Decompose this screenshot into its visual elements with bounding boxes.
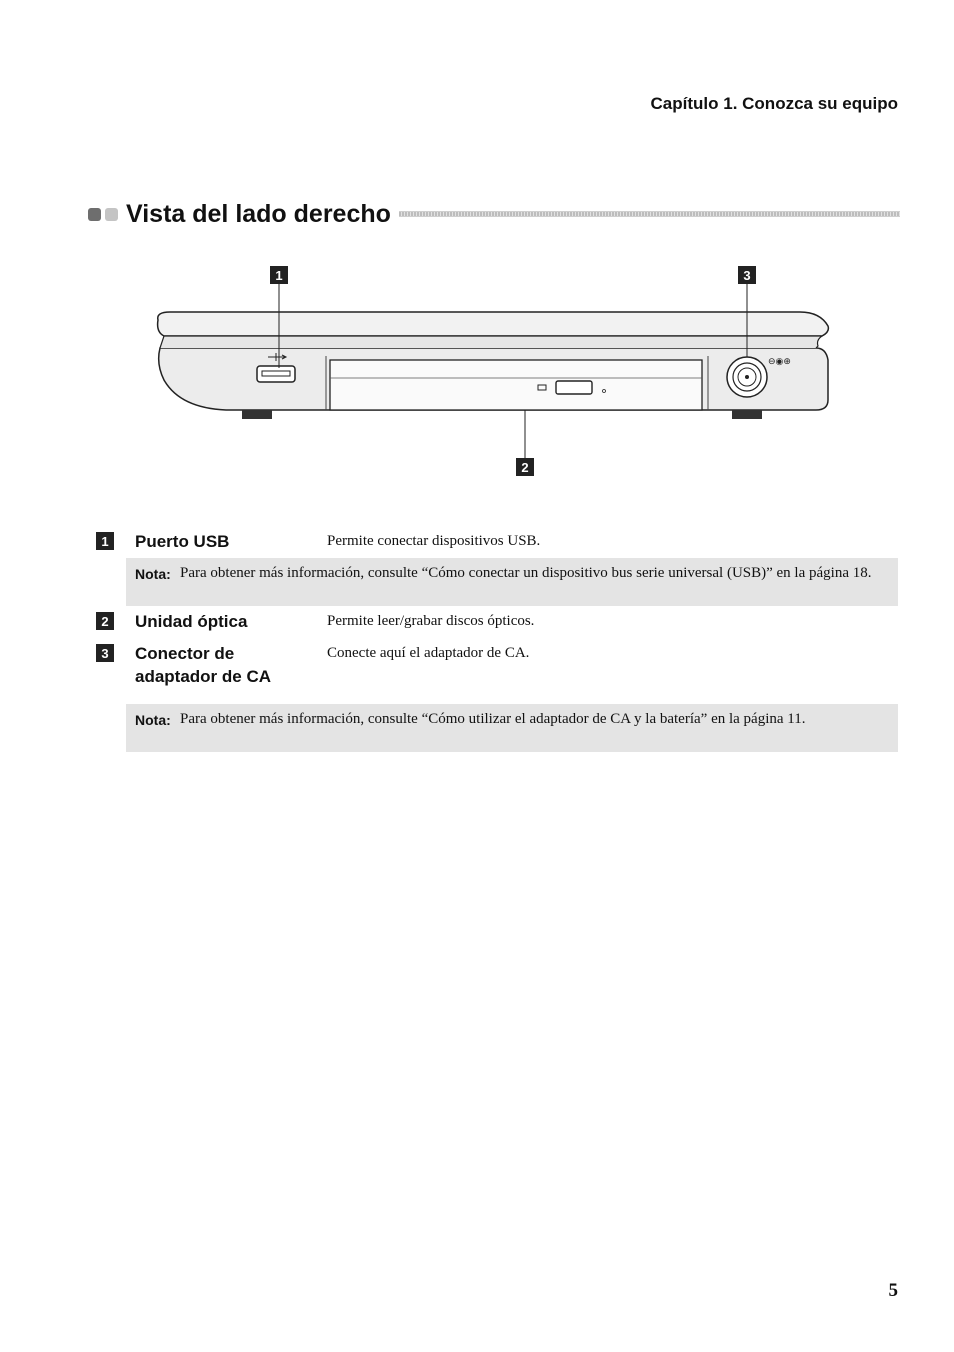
callout-3	[738, 266, 756, 284]
note-label: Nota:	[135, 566, 171, 582]
item-term: Unidad óptica	[135, 612, 248, 631]
item-term: Puerto USB	[135, 532, 230, 551]
table-row	[96, 530, 898, 558]
callout-label: 1	[275, 268, 283, 283]
callout-1	[270, 266, 288, 284]
note-box	[126, 704, 898, 752]
chapter-header: Capítulo 1. Conozca su equipo	[650, 94, 898, 113]
table-row	[96, 610, 898, 642]
section-title: Vista del lado derecho	[126, 199, 391, 228]
note-text: Para obtener más información, consulte “Cómo conectar un dispositivo bus serie universal (USB)” en la página 18.	[180, 565, 872, 581]
item-description: Permite leer/grabar discos ópticos.	[327, 613, 535, 629]
section-header	[88, 198, 900, 230]
callout-label: 2	[521, 460, 529, 475]
section-rule	[399, 211, 900, 217]
note-box	[126, 558, 898, 606]
svg-text:⊖◉⊕: ⊖◉⊕	[768, 357, 791, 367]
item-description: Permite conectar dispositivos USB.	[327, 533, 541, 549]
table-row	[96, 642, 898, 698]
item-number-badge: 2	[96, 612, 114, 630]
item-description: Conecte aquí el adaptador de CA.	[327, 645, 530, 661]
item-number-badge: 1	[96, 532, 114, 550]
component-table	[96, 530, 898, 752]
note-label: Nota:	[135, 712, 171, 728]
laptop-right-side-illustration	[140, 260, 840, 480]
callout-2	[516, 458, 534, 476]
page-number: 5	[888, 1280, 898, 1301]
item-term: Conector de adaptador de CA	[135, 644, 272, 686]
item-number-badge: 3	[96, 644, 114, 662]
note-text: Para obtener más información, consulte “Cómo utilizar el adaptador de CA y la batería” en la página 11.	[180, 711, 806, 727]
callout-label: 3	[743, 268, 751, 283]
section-bullet-icon	[88, 208, 118, 221]
